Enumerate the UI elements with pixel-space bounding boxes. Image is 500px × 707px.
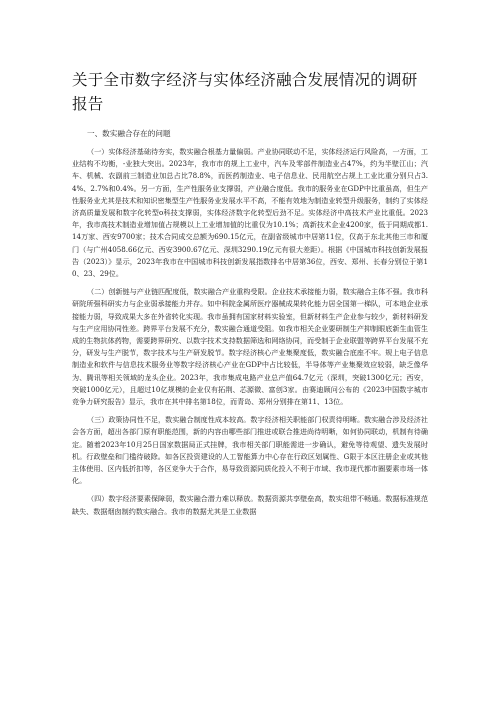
- paragraph-4: （四）数字经济要素保障弱，数实融合潜力难以释放。数据资源共享壁垒高，数实纽带不畅通。数据标准规范缺失、数据烟囱制约数实融合。我市的数据尤其是工业数据: [72, 494, 428, 516]
- section-heading: 一、数实融合存在的问题: [87, 129, 171, 138]
- paragraph-1: （一）实体经济基础待夯实，数实融合根基力量偏弱。产业协同联动不足，实体经济运行风险高，一方面，工业结构不均衡，-业独大突出。2023年，我市市的规上工业中，汽车及零部件制造业占47%，约为半壁江山；汽车、机械、农副前三制造业加总占比78.8%，而医药制造业、电子信息业、民用航空占规上工业比重分别只占3.4%、2.7%和0.4%。另一方面，生产性服务业支撑弱，产业融合度低。我市的服务业在GDP中比重虽高，但生产性服务业尤其是技术和知识密集型生产性服务业发展水平不高，不能有效地为制造业转型升级服务，制约了实体经济高质量发展和数字化转型o科技支撑弱，实体经济数字化转型后劲不足。实体经济中高技术产业比重低。2023年，我市高技术制造业增加值占规模以上工业增加值的比重仅为10.1%；高新技术企业4200家，低于同期成都1.14万家、西安9700家；技术合同成交总额为690.15亿元，在副省级城市中居第11位，仅高于东北其他三市和厦门（与广州4058.66亿元、西安3900.67亿元、深圳3290.19亿元有很大差距）。根据《中国城市科技创新发展报告（2023）》显示，2023年我市在中国城市科技创新发展指数排名中居第36位，西安、郑州、长春分别位于第10、23、29位。: [72, 147, 428, 279]
- paragraph-3: （三）政策协同性不足，数实融合制度性成本较高。数字经济相关职能部门权责待明晰。数实融合涉及经济社会各方面，超出各部门原有职能范围，新的内容由哪些部门推进或联合推进尚待明晰，如何协同联动，机制有待确定。随着2023年10月25日国家数据局正式挂牌，我市相关部门职能需进一步确认，避免等待观望、遗失发展时机。行政壁垒和门槛待破除。如各区投资建设的人工智能算力中心存在行政区划属性、G限于本区注册企业或其他主体使用、区内低折扣等，各区竞争大于合作，易导致资源同质化投入不利于市域、我市现代都市圈要素市场一体化。: [72, 415, 428, 486]
- document-title: 关于全市数字经济与实体经济融合发展情况的调研报告: [72, 71, 418, 113]
- paragraph-2: （二）创新链与产业链匹配度低，数实融合产业重构受限。企业技术承接能力弱，数实融合主体不强。我市科研院所强科研实力与企业弱承接能力并存。如中科院金属所医疗器械成果转化能力居全国第一梯队，可本地企业承接能力弱，导致成果大多在外省转化实现。我市虽拥有国家材料实验室，但新材料生产企业参与较少，新材料研发与生产应用协同性差。跨界平台发展不充分，数实融合通道受阻。如我市相关企业要研制生产抑制眼底新生血管生成的生物抗体药物，需要跨界研究、以数字技术支持数据筛选和网络协同，而受制于企业联盟等跨界平台发展不充分，研发与生产脱节，数字技术与生产研发脱节。数字经济核心产业集聚度低，数实融合底座不牢。规上电子信息制造业和软件与信息技术服务业等数字经济核心产业在GDP中占比较低，半导体等产业集聚效应较弱，缺乏像华为、腾讯等相关领域的龙头企业。2023年，我市集成电路产业总产值64.7亿元（深圳，突破1300亿元；西安，突破1000亿元），且超过10亿规模的企业仅有拓荆、芯源微、富创3家。由赛迪顾问公布的《2023中国数字城市竞争力研究报告》显示，我市在其中排名第18位，而青岛、郑州分别排在第11、13位。: [72, 287, 428, 407]
